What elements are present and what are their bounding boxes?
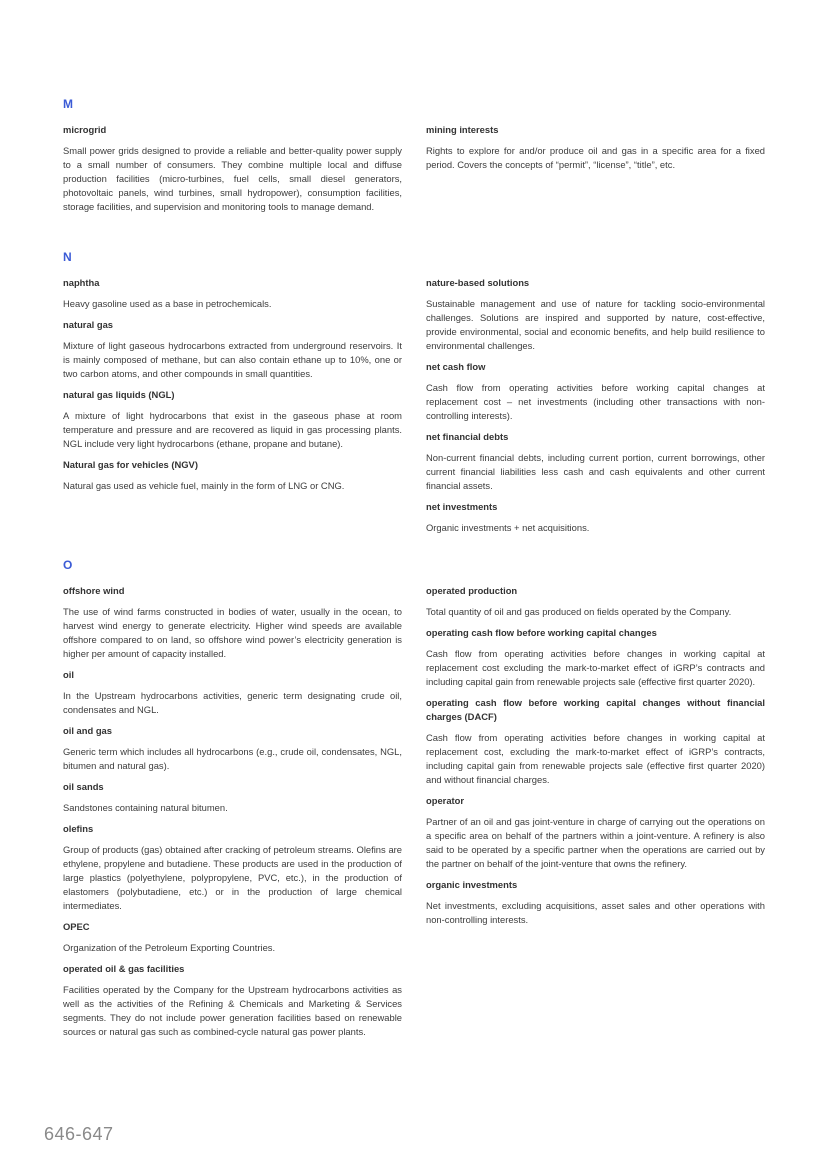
glossary-entry — [63, 458, 402, 493]
glossary-entry — [426, 878, 765, 927]
glossary-entry — [63, 318, 402, 381]
glossary-entry — [426, 430, 765, 493]
left-column — [63, 123, 402, 221]
glossary-term: nature-based solutions — [426, 277, 530, 288]
glossary-term: net financial debts — [426, 431, 509, 442]
glossary-term: oil — [63, 669, 74, 680]
glossary-entry — [63, 388, 402, 451]
glossary-definition: Facilities operated by the Company for the Upstream hydrocarbons activities as well as the activities of the Refining & Chemicals and Marketing & Services segments. They do not include power generation facilities based on renewable sources or natural gas such as combined-cycle natural gas power plants. — [63, 984, 402, 1037]
glossary-definition: Sustainable management and use of nature for tackling socio-environmental challenges. Solutions are inspired and supported by nature, cost-effective, provide environmental, social and economic benefits, and help build resilience to environmental challenges. — [426, 298, 765, 351]
glossary-entry — [426, 584, 765, 619]
glossary-entry — [63, 962, 402, 1039]
glossary-entry — [426, 794, 765, 871]
glossary-entry — [426, 696, 765, 787]
glossary-term: operating cash flow before working capital changes — [426, 627, 657, 638]
glossary-term: operated production — [426, 585, 518, 596]
section-o — [63, 558, 765, 1046]
glossary-term: organic investments — [426, 879, 518, 890]
glossary-entry — [63, 780, 402, 815]
right-column — [426, 276, 765, 542]
glossary-term: net investments — [426, 501, 498, 512]
glossary-term: Natural gas for vehicles (NGV) — [63, 459, 198, 470]
glossary-entry — [63, 822, 402, 913]
glossary-entry — [426, 276, 765, 353]
glossary-definition: Partner of an oil and gas joint-venture in charge of carrying out the operations on a specific area on behalf of the partners within a joint-venture. A refinery is also said to be operated by a specific partner when the operations are carried out by the partner on behalf of the joint-venture that owns the refinery. — [426, 816, 765, 869]
right-column — [426, 584, 765, 1046]
glossary-definition: Mixture of light gaseous hydrocarbons extracted from underground reservoirs. It is mainly composed of methane, but can also contain ethane up to 10%, one or two carbon atoms, and other compounds in small quantities. — [63, 340, 402, 379]
glossary-definition: Small power grids designed to provide a reliable and better-quality power supply to a small number of consumers. They combine multiple local and diffuse production facilities (micro-turbines, fuel cells, small diesel generators, photovoltaic panels, wind turbines, small hydropower), consumption facilities, storage facilities, and supervision and monitoring tools to manage demand. — [63, 145, 402, 212]
glossary-entry — [63, 584, 402, 661]
glossary-term: operating cash flow before working capital changes without financial charges (DACF) — [426, 697, 765, 722]
left-column — [63, 584, 402, 1046]
glossary-term: oil and gas — [63, 725, 112, 736]
glossary-definition: Sandstones containing natural bitumen. — [63, 802, 228, 813]
glossary-entry — [63, 668, 402, 717]
left-column — [63, 276, 402, 542]
glossary-entry — [426, 626, 765, 689]
right-column — [426, 123, 765, 221]
glossary-entry — [63, 123, 402, 214]
glossary-definition: A mixture of light hydrocarbons that exist in the gaseous phase at room temperature and pressure and are recovered as liquid in gas processing plants. NGL include very light hydrocarbons (ethane, propane and butane). — [63, 410, 402, 449]
glossary-term: naphtha — [63, 277, 100, 288]
glossary-definition: Natural gas used as vehicle fuel, mainly in the form of LNG or CNG. — [63, 480, 345, 491]
section-m — [63, 97, 765, 221]
glossary-definition: Organic investments + net acquisitions. — [426, 522, 590, 533]
glossary-definition: The use of wind farms constructed in bodies of water, usually in the ocean, to harvest wind energy to generate electricity. Higher wind speeds are available offshore compared to on land, so offshore wind power’s electricity generation is higher per amount of capacity installed. — [63, 606, 402, 659]
section-letter: N — [63, 250, 72, 264]
glossary-definition: Cash flow from operating activities before changes in working capital at replacement cost, excluding the mark-to-market effect of iGRP’s contracts, including capital gain from renewable projects sale (effective first quarter 2020) and without financial charges. — [426, 732, 765, 785]
glossary-term: operated oil & gas facilities — [63, 963, 185, 974]
glossary-entry — [63, 724, 402, 773]
glossary-definition: Heavy gasoline used as a base in petrochemicals. — [63, 298, 272, 309]
glossary-definition: Cash flow from operating activities before changes in working capital at replacement cost excluding the mark-to-market effect of iGRP’s contracts and including capital gain from renewable projects sale (effective first quarter 2020). — [426, 648, 765, 687]
glossary-definition: Non-current financial debts, including current portion, current borrowings, other current financial liabilities less cash and cash equivalents and other current financial assets. — [426, 452, 765, 491]
glossary-definition: Organization of the Petroleum Exporting Countries. — [63, 942, 276, 953]
section-columns — [63, 123, 765, 221]
section-columns — [63, 276, 765, 542]
section-letter: O — [63, 558, 73, 572]
glossary-definition: Group of products (gas) obtained after cracking of petroleum streams. Olefins are ethylene, propylene and butadiene. These products are used in the production of large plastics (polyethylene, polypropylene, PVC, etc.), in the production of elastomers (polybutadiene, etc.) or in the production of large chemical intermediates. — [63, 844, 402, 911]
glossary-entry — [426, 500, 765, 535]
glossary-term: offshore wind — [63, 585, 125, 596]
glossary-entry — [426, 360, 765, 423]
glossary-entry — [63, 920, 402, 955]
section-columns — [63, 584, 765, 1046]
glossary-term: olefins — [63, 823, 94, 834]
glossary-term: mining interests — [426, 124, 499, 135]
glossary-term: natural gas liquids (NGL) — [63, 389, 175, 400]
page-number: 646-647 — [44, 1124, 114, 1144]
glossary-term: net cash flow — [426, 361, 486, 372]
glossary-term: OPEC — [63, 921, 90, 932]
glossary-definition: Cash flow from operating activities before working capital changes at replacement cost – net investments (including other transactions with non-controlling interests). — [426, 382, 765, 421]
section-letter: M — [63, 97, 73, 111]
glossary-definition: Total quantity of oil and gas produced on fields operated by the Company. — [426, 606, 732, 617]
glossary-entry — [63, 276, 402, 311]
glossary-definition: Generic term which includes all hydrocarbons (e.g., crude oil, condensates, NGL, bitumen and natural gas). — [63, 746, 402, 771]
glossary-term: operator — [426, 795, 465, 806]
glossary-entry — [426, 123, 765, 172]
glossary-definition: In the Upstream hydrocarbons activities, generic term designating crude oil, condensates and NGL. — [63, 690, 402, 715]
glossary-term: natural gas — [63, 319, 114, 330]
glossary-term: microgrid — [63, 124, 107, 135]
glossary-definition: Rights to explore for and/or produce oil and gas in a specific area for a fixed period. Covers the concepts of “permit”, “license”, “title”, etc. — [426, 145, 765, 170]
glossary-term: oil sands — [63, 781, 104, 792]
glossary-definition: Net investments, excluding acquisitions, asset sales and other operations with non-controlling interests. — [426, 900, 765, 925]
section-n — [63, 250, 765, 542]
